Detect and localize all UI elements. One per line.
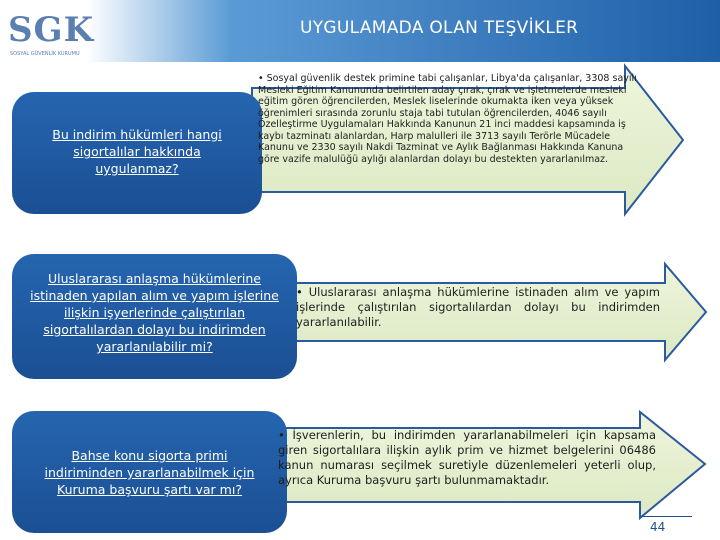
answer-text-3: • İşverenlerin, bu indirimden yararlanabilmeleri için kapsama giren sigortalılara ilişkin aylık prim ve hizmet belgelerini 06486 kanun numarası seçilmek suretiyle düzenlemeleri yeterli olup, ayrıca Kuruma başvuru şartı bulunmamaktadır. <box>278 428 656 487</box>
question-text-3: Bahse konu sigorta primi indiriminden yararlanabilmek için Kuruma başvuru şartı var mı? <box>44 448 255 497</box>
logo-text: SGK <box>8 10 95 50</box>
logo-subtext: SOSYAL GÜVENLİK KURUMU <box>10 51 80 57</box>
answer-text-1: • Sosyal güvenlik destek primine tabi çalışanlar, Libya'da çalışanlar, 3308 sayılı Mesleki Eğitim Kanununda belirtilen aday çırak, çırak ve işletmelerde mesleki eğitim gören öğrencilerden, Meslek liselerinde okumakta iken veya yüksek öğrenimleri sırasında zorunlu staja tabi tutulan öğrencilerden, 4046 sayılı Özelleştirme Uygulamaları Hakkında Kanunun 21 inci maddesi kapsamında iş kaybı tazminatı alanlardan, Harp malulleri ile 3713 sayılı Terörle Mücadele Kanunu ve 2330 sayılı Nakdi Tazminat ve Aylık Bağlanması Hakkında Kanuna göre vazife malulüğü aylığı alanlardan dolayı bu destekten yararlanılmaz. <box>258 73 637 165</box>
question-text-1: Bu indirim hükümleri hangi sigortalılar hakkında uygulanmaz? <box>52 127 222 176</box>
slide-title: UYGULAMADA OLAN TEŞVİKLER <box>300 18 579 38</box>
page-number-rule <box>640 516 692 517</box>
page-number: 44 <box>650 520 666 534</box>
answer-text-2: • Uluslararası anlaşma hükümlerine istinaden alım ve yapım işlerinde çalıştırılan sigortalılardan dolayı bu indirimden yararlanılabilir. <box>296 285 660 329</box>
question-pill-2 <box>12 254 297 379</box>
question-text-2: Uluslararası anlaşma hükümlerine istinaden yapılan alım ve yapım işlerine ilişkin işyerlerinde çalıştırılan sigortalılardan dolayı bu indirimden yararlanılabilir mi? <box>30 271 279 354</box>
question-pill-3 <box>12 411 287 533</box>
question-pill-1 <box>12 92 262 214</box>
